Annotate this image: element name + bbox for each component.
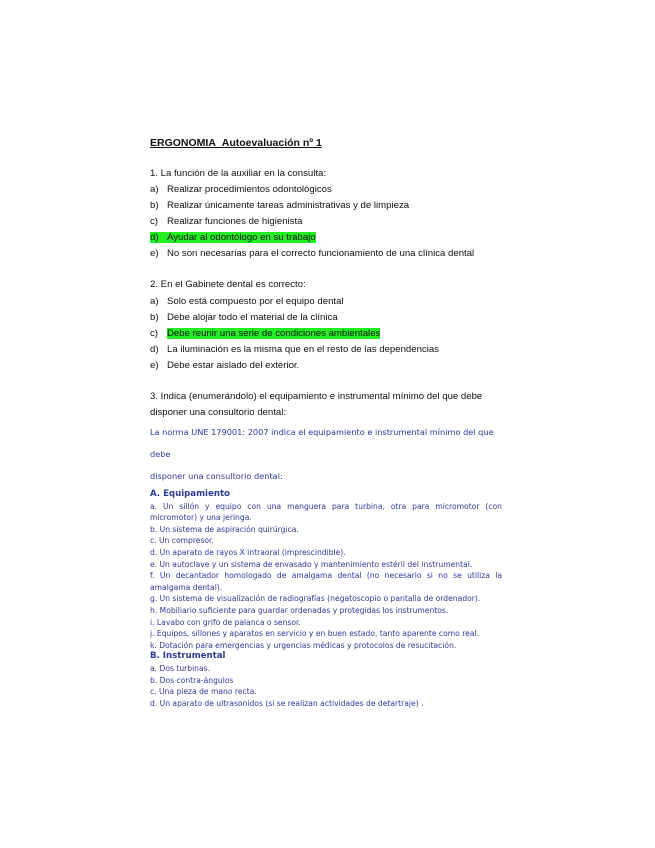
q1-option-e-text: No son necesarias para el correcto funcionamiento de una clínica dental: [167, 248, 475, 259]
q2-option-c-correct: [150, 328, 380, 340]
equip-item: g. Un sistema de visualización de radiografías (negatoscopio o pantalla de ordenador).: [150, 594, 481, 604]
answer-intro-line-2: disponer una consultorio dental:: [150, 471, 283, 481]
q1-option-b-text: Realizar únicamente tareas administrativas y de limpieza: [167, 200, 410, 211]
instr-item: a. Dos turbinas.: [150, 663, 211, 673]
q1-option-d-correct: [150, 232, 316, 244]
section-instrumental: B. Instrumental: [150, 651, 226, 662]
q1-option-a-letter: a): [150, 184, 159, 195]
q1-option-b: [150, 200, 409, 212]
q2-option-d-text: La iluminación es la misma que en el resto de las dependencias: [167, 344, 439, 355]
document-title: [150, 137, 322, 149]
title-rest: Autoevaluación nº 1: [221, 137, 322, 149]
equip-item: a. Un sillón y equipo con una manguera para turbina, otra para micromotor (con micromotor) y una jeringa.: [150, 501, 502, 523]
q1-option-a: [150, 184, 332, 196]
q2-option-c-letter: c): [150, 328, 158, 339]
q2-option-b-text: Debe alojar todo el material de la clínica: [167, 312, 338, 323]
q2-option-d: [150, 344, 439, 356]
instr-item: c. Una pieza de mano recta.: [150, 687, 257, 697]
q2-option-c-text: Debe reunir una serie de condiciones ambientales: [167, 328, 381, 339]
q1-option-b-letter: b): [150, 200, 159, 211]
q1-option-a-text: Realizar procedimientos odontológicos: [167, 184, 332, 195]
instr-item: b. Dos contra-ángulos: [150, 675, 234, 685]
equip-item: j. Equipos, sillones y aparatos en servicio y en buen estado, tanto aparente como real.: [150, 629, 480, 639]
answer-intro-line-1: La norma UNE 179001: 2007 indica el equipamiento e instrumental mínimo del que debe: [150, 427, 494, 459]
question-3-line-2: disponer una consultorio dental:: [150, 407, 287, 418]
q2-option-a-text: Solo está compuesto por el equipo dental: [167, 296, 344, 307]
equip-item: e. Un autoclave y un sistema de envasado y mantenimiento estéril del instrumental.: [150, 559, 473, 569]
question-2: 2. En el Gabinete dental es correcto:: [150, 279, 306, 290]
q2-option-a: [150, 296, 344, 308]
q1-option-d-letter: d): [150, 232, 159, 243]
q2-option-e-text: Debe estar aislado del exterior.: [167, 360, 300, 371]
equip-item: k. Dotación para emergencias y urgencias médicas y protocolos de resucitación.: [150, 640, 457, 650]
q2-option-b-letter: b): [150, 312, 159, 323]
q2-option-b: [150, 312, 338, 324]
q2-option-a-letter: a): [150, 296, 159, 307]
equip-item: d. Un aparato de rayos X intraoral (imprescindible).: [150, 547, 346, 557]
equip-item: b. Un sistema de aspiración quirúrgica.: [150, 524, 299, 534]
question-3-line-1: 3. Indica (enumerándolo) el equipamiento e instrumental mínimo del que debe: [150, 391, 483, 402]
q1-option-d-text: Ayudar al odontólogo en su trabajo: [167, 232, 316, 243]
equip-item: h. Mobiliario suficiente para guardar ordenadas y protegidas los instrumentos.: [150, 605, 449, 615]
q1-option-c-letter: c): [150, 216, 158, 227]
answer-block: [150, 421, 502, 709]
title-prefix: ERGONOMIA_: [150, 137, 222, 149]
equip-item: f. Un decantador homologado de amalgama dental (no necesario si no se utiliza la amalgama dental).: [150, 571, 502, 592]
question-1: 1. La función de la auxiliar en la consulta:: [150, 168, 326, 179]
equip-item: c. Un compresor.: [150, 536, 214, 546]
equip-item: i. Lavabo con grifo de palanca o sensor.: [150, 617, 301, 627]
q1-option-e: [150, 248, 474, 260]
q1-option-c: [150, 216, 302, 228]
q1-option-e-letter: e): [150, 248, 159, 259]
instr-item: d. Un aparato de ultrasonidos (si se realizan actividades de detartraje) .: [150, 698, 424, 708]
section-equipamiento: A. Equipamiento: [150, 489, 230, 499]
q2-option-e: [150, 360, 299, 372]
q2-option-e-letter: e): [150, 360, 159, 371]
q2-option-d-letter: d): [150, 344, 159, 355]
q1-option-c-text: Realizar funciones de higienista: [167, 216, 303, 227]
